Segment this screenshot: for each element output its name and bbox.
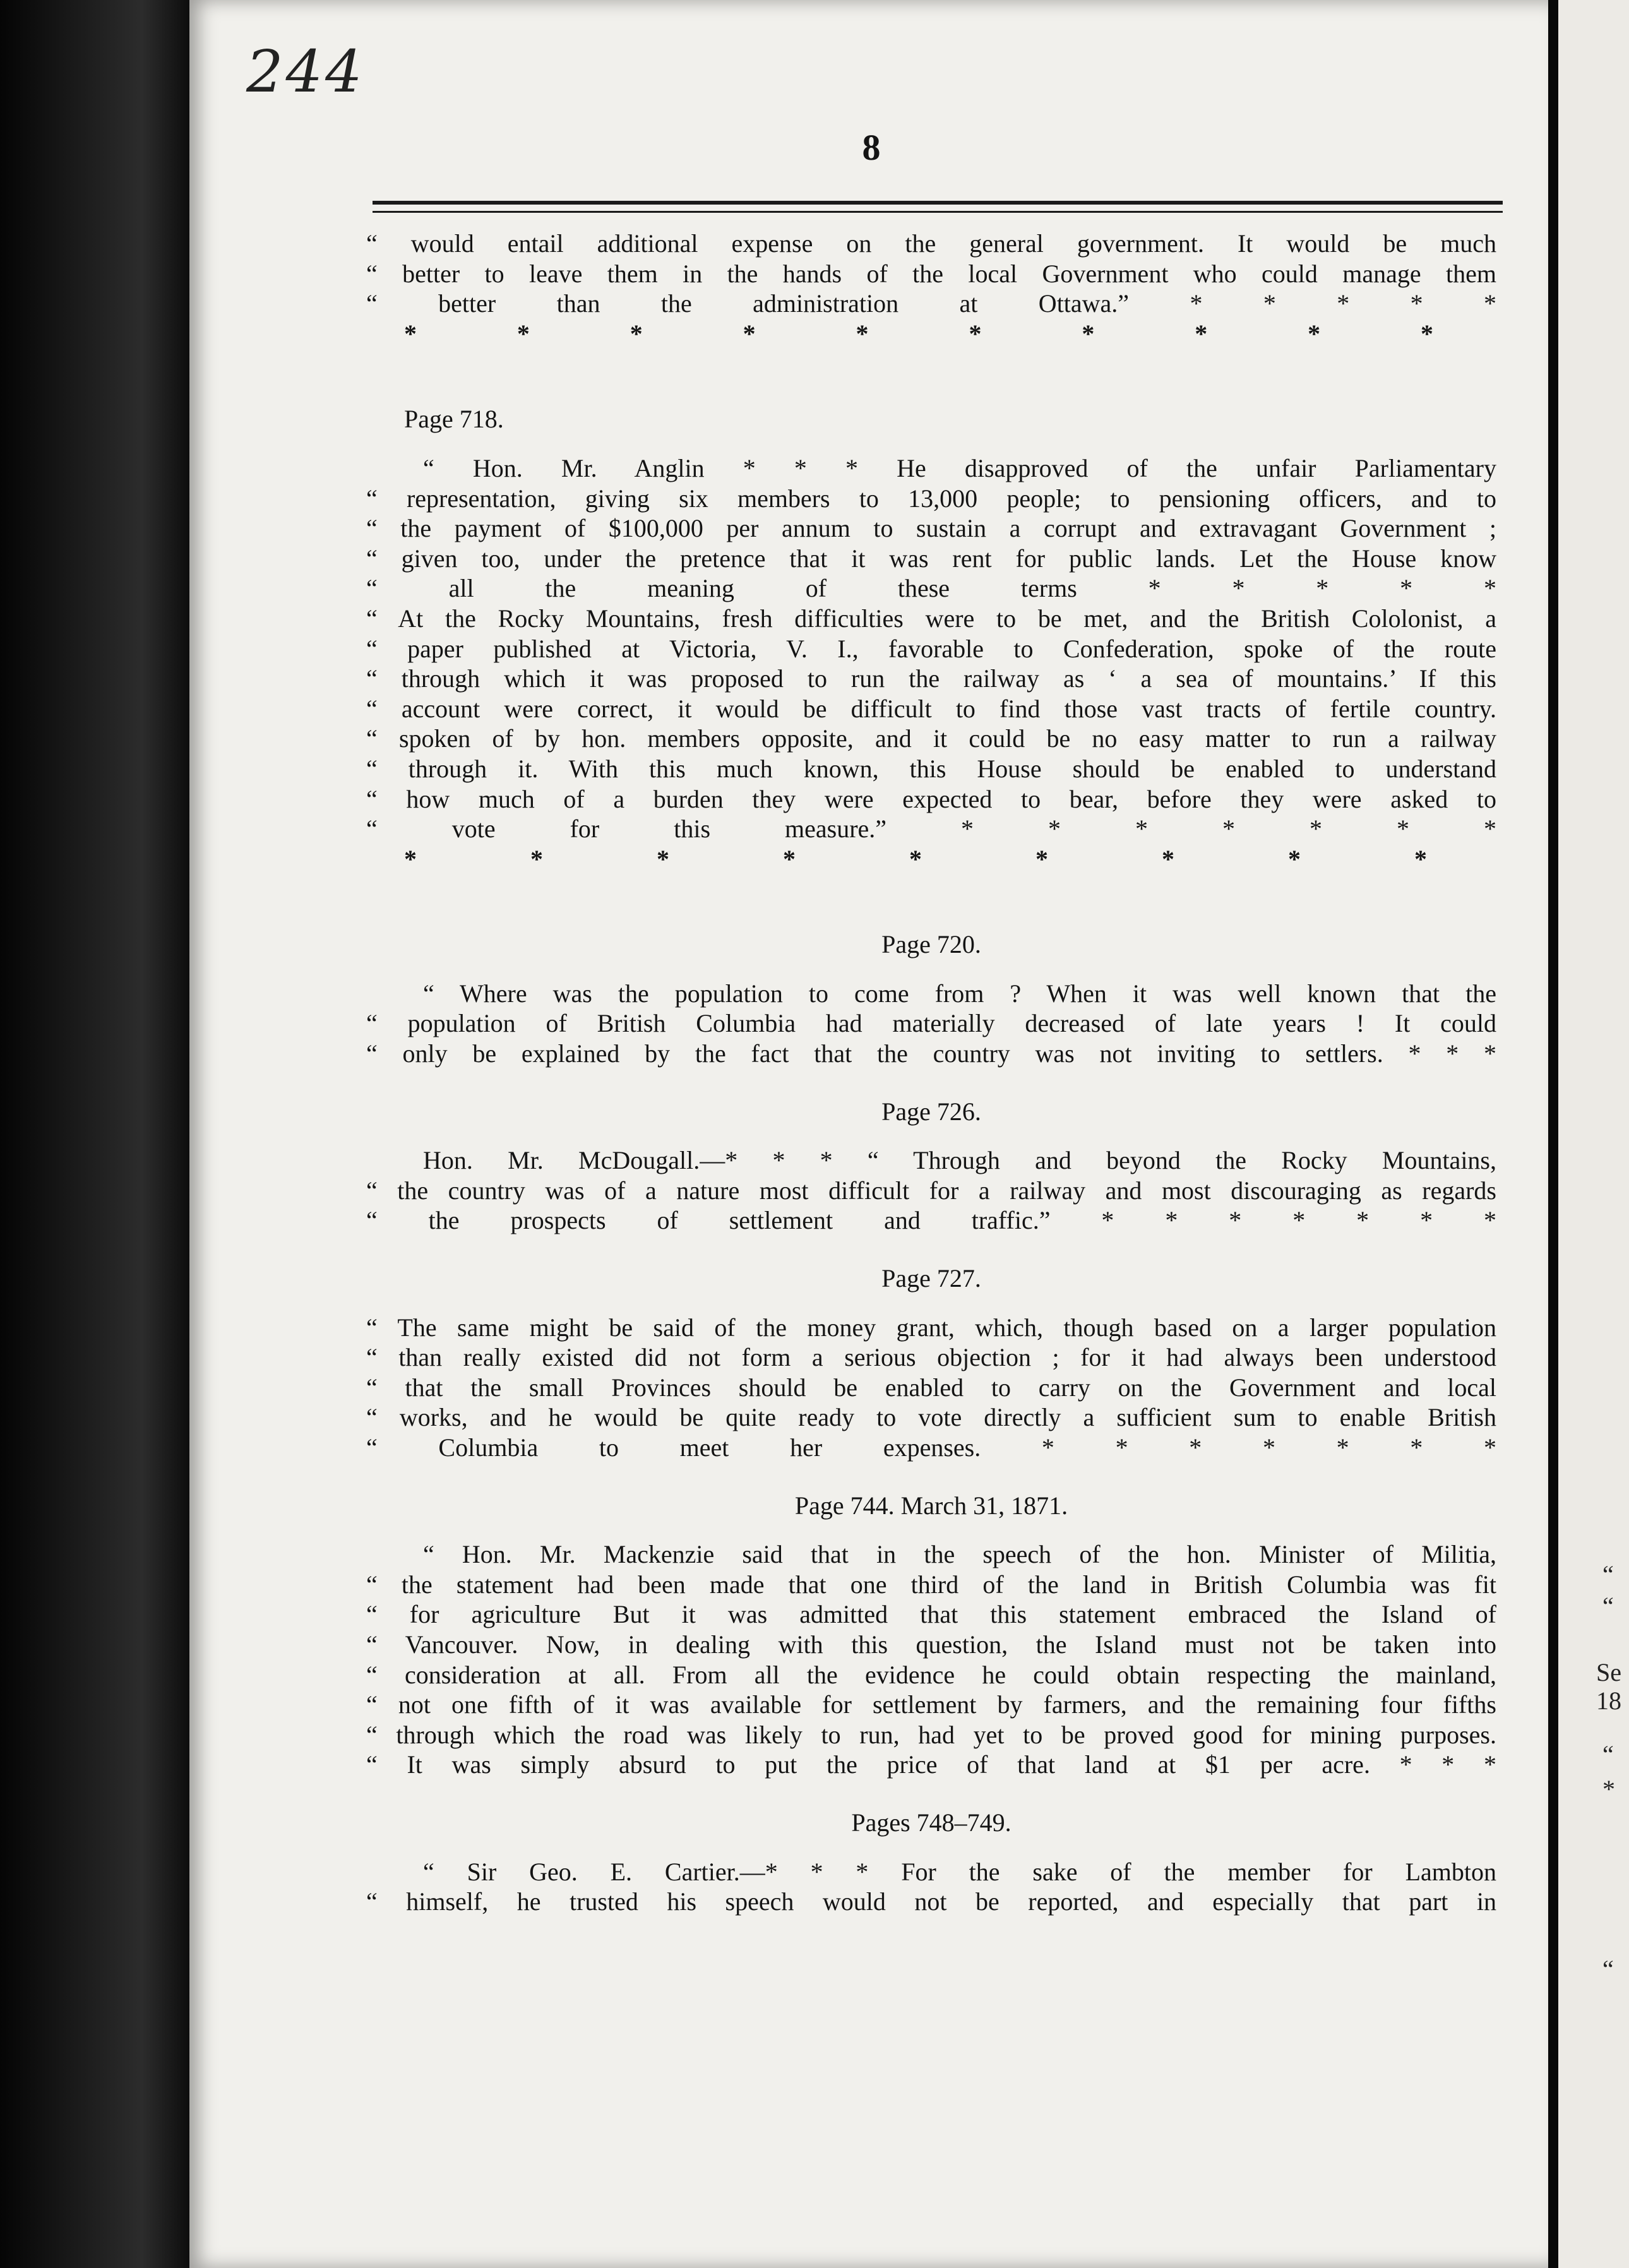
quote-line: “ the payment of $100,000 per annum to sustain a corrupt and extravagant Government ; <box>366 514 1496 543</box>
quote-line: “ vote for this measure.” * * * * * * * <box>366 815 1496 844</box>
book-binding <box>0 0 189 2268</box>
quote-line: “ through which it was proposed to run the railway as ‘ a sea of mountains.’ If this <box>366 664 1496 693</box>
quote-line: “ Where was the population to come from ? When it was well known that the <box>423 979 1496 1008</box>
quote-line: “ account were correct, it would be difficult to find those vast tracts of fertile country. <box>366 694 1496 723</box>
quote-line: “ Columbia to meet her expenses. * * * * * * * <box>366 1433 1496 1462</box>
header-rule-thin <box>373 211 1503 213</box>
quote-line: “ At the Rocky Mountains, fresh difficulties were to be met, and the British Cololonist, a <box>366 604 1496 633</box>
header-rule <box>373 201 1503 205</box>
document-page <box>189 0 1553 2268</box>
quote-line: “ not one fifth of it was available for settlement by farmers, and the remaining four fifths <box>366 1690 1496 1719</box>
quote-line: Hon. Mr. McDougall.—* * * “ Through and beyond the Rocky Mountains, <box>423 1146 1496 1175</box>
facing-page-fragment: 18 <box>1596 1686 1621 1715</box>
section-heading-pages-748-749: Pages 748–749. <box>851 1808 1011 1837</box>
facing-page-fragment: “ <box>1602 1740 1614 1769</box>
quote-line: “ Vancouver. Now, in dealing with this question, the Island must not be taken into <box>366 1630 1496 1659</box>
quote-line: “ works, and he would be quite ready to vote directly a sufficient sum to enable British <box>366 1403 1496 1432</box>
facing-page-edge <box>1558 0 1629 2268</box>
handwritten-page-note: 244 <box>246 38 365 105</box>
quote-line: “ that the small Provinces should be enabled to carry on the Government and local <box>366 1373 1496 1402</box>
quote-line: “ paper published at Victoria, V. I., favorable to Confederation, spoke of the route <box>366 634 1496 663</box>
quote-line: “ through which the road was likely to run, had yet to be proved good for mining purposes. <box>366 1720 1496 1749</box>
intro-line: “ better to leave them in the hands of the local Government who could manage them <box>366 259 1496 288</box>
quote-line: “ than really existed did not form a serious objection ; for it had always been understood <box>366 1343 1496 1372</box>
section-heading-page-726: Page 726. <box>881 1097 981 1126</box>
section-heading-page-744: Page 744. March 31, 1871. <box>794 1491 1068 1520</box>
facing-page-fragment: “ <box>1602 1560 1614 1589</box>
facing-page-fragment: “ <box>1602 1955 1614 1983</box>
facing-page-fragment: * <box>1602 1775 1615 1803</box>
quote-line: “ through it. With this much known, this House should be enabled to understand <box>366 754 1496 783</box>
quote-line: “ population of British Columbia had materially decreased of late years ! It could <box>366 1009 1496 1038</box>
quote-line: “ how much of a burden they were expected to bear, before they were asked to <box>366 784 1496 813</box>
quote-line: “ the statement had been made that one third of the land in British Columbia was fit <box>366 1570 1496 1599</box>
quote-line: “ given too, under the pretence that it was rent for public lands. Let the House know <box>366 544 1496 573</box>
facing-page-fragment: “ <box>1602 1592 1614 1620</box>
page-number: 8 <box>862 127 881 168</box>
quote-line: “ consideration at all. From all the evidence he could obtain respecting the mainland, <box>366 1660 1496 1689</box>
intro-line: “ would entail additional expense on the general government. It would be much <box>366 229 1496 258</box>
quote-line: “ It was simply absurd to put the price of that land at $1 per acre. * * * <box>366 1750 1496 1779</box>
section-heading-page-720: Page 720. <box>881 930 981 959</box>
asterisk-row: * * * * * * * * * <box>404 844 1427 873</box>
asterisk-row: * * * * * * * * * * <box>404 319 1433 348</box>
page-content <box>366 229 1496 1917</box>
quote-line: “ representation, giving six members to 13,000 people; to pensioning officers, and to <box>366 484 1496 513</box>
facing-page-fragment: Se <box>1596 1658 1621 1686</box>
section-heading-page-718: Page 718. <box>404 405 504 434</box>
quote-line: “ The same might be said of the money grant, which, though based on a larger population <box>366 1313 1496 1342</box>
quote-line: “ only be explained by the fact that the country was not inviting to settlers. * * * <box>366 1039 1496 1068</box>
quote-line: “ spoken of by hon. members opposite, and it could be no easy matter to run a railway <box>366 724 1496 753</box>
intro-line: “ better than the administration at Ottawa.” * * * * * <box>366 289 1496 318</box>
quote-line: “ Hon. Mr. Anglin * * * He disapproved of the unfair Parliamentary <box>423 453 1496 482</box>
quote-line: “ the country was of a nature most difficult for a railway and most discouraging as regards <box>366 1176 1496 1205</box>
quote-line: “ for agriculture But it was admitted that this statement embraced the Island of <box>366 1600 1496 1629</box>
quote-line: “ Sir Geo. E. Cartier.—* * * For the sake of the member for Lambton <box>423 1857 1496 1886</box>
quote-line: “ Hon. Mr. Mackenzie said that in the speech of the hon. Minister of Militia, <box>423 1540 1496 1569</box>
quote-line: “ himself, he trusted his speech would not be reported, and especially that part in <box>366 1887 1496 1916</box>
quote-line: “ all the meaning of these terms * * * * * <box>366 574 1496 603</box>
section-heading-page-727: Page 727. <box>881 1264 981 1293</box>
quote-line: “ the prospects of settlement and traffic.” * * * * * * * <box>366 1206 1496 1235</box>
